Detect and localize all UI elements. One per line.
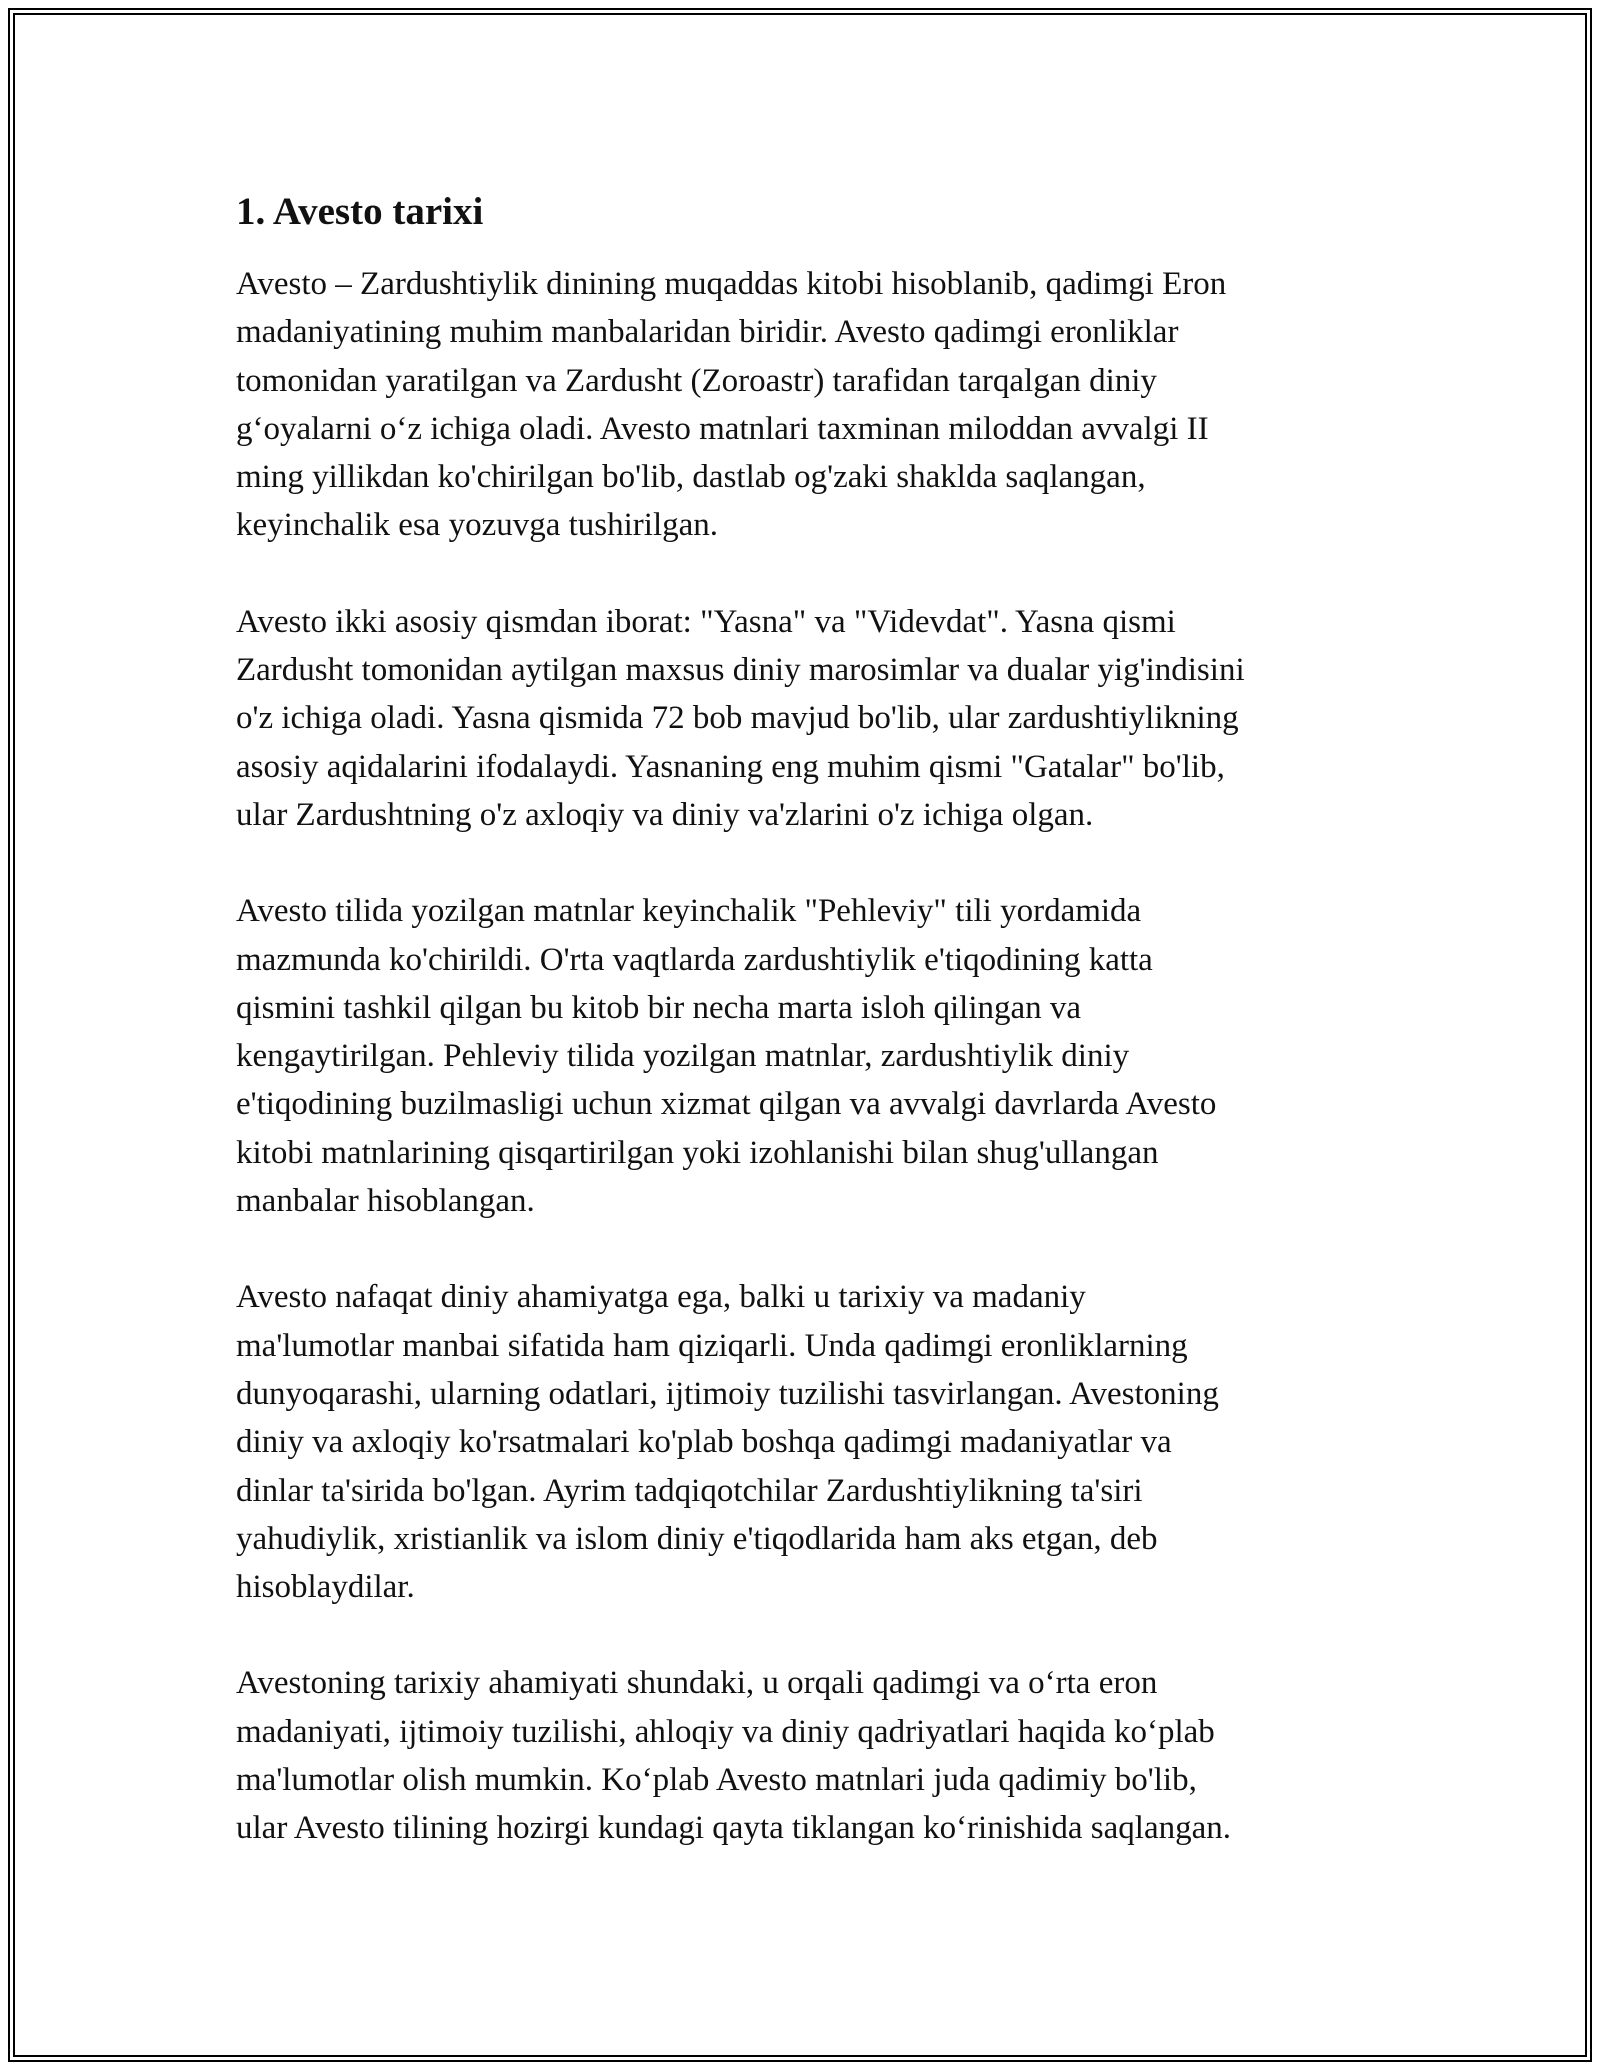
paragraph-1: Avesto – Zardushtiylik dinining muqaddas kitobi hisoblanib, qadimgi Eron madaniyatining muhim manbalaridan biridir. Avesto qadimgi eronliklar tomonidan yaratilgan va Zardusht (Zoroastr) tarafidan tarqalgan diniy g‘oyalarni o‘z ichiga oladi. Avesto matnlari taxminan miloddan avvalgi II ming yillikdan ko'chirilgan bo'lib, dastlab og'zaki shaklda saqlangan, keyinchalik esa yozuvga tushirilgan. [236,266,1227,544]
paragraph-5: Avestoning tarixiy ahamiyati shundaki, u orqali qadimgi va o‘rta eron madaniyati, ijtimoiy tuzilishi, ahloqiy va diniy qadriyatlari haqida ko‘plab ma'lumotlar olish mumkin. Ko‘plab Avesto matnlari juda qadimiy bo'lib, ular Avesto tilining hozirgi kundagi qayta tiklangan ko‘rinishida saqlangan. [236,1665,1231,1847]
paragraph-2: Avesto ikki asosiy qismdan iborat: "Yasna" va "Videvdat". Yasna qismi Zardusht tomonidan aytilgan maxsus diniy marosimlar va dualar yig'indisini o'z ichiga oladi. Yasna qismida 72 bob mavjud bo'lib, ular zardushtiylikning asosiy aqidalarini ifodalaydi. Yasnaning eng muhim qismi "Gatalar" bo'lib, ular Zardushtning o'z axloqiy va diniy va'zlarini o'z ichiga olgan. [236,603,1245,833]
paragraph-4: Avesto nafaqat diniy ahamiyatga ega, balki u tarixiy va madaniy ma'lumotlar manbai sifatida ham qiziqarli. Unda qadimgi eronliklarning dunyoqarashi, ularning odatlari, ijtimoiy tuzilishi tasvirlangan. Avestoning diniy va axloqiy ko'rsatmalari ko'plab boshqa qadimgi madaniyatlar va dinlar ta'sirida bo'lgan. Ayrim tadqiqotchilar Zardushtiylikning ta'siri yahudiylik, xristianlik va islom diniy e'tiqodlarida ham aks etgan, deb hisoblaydilar. [236,1279,1219,1606]
paragraph-3: Avesto tilida yozilgan matnlar keyinchalik "Pehleviy" tili yordamida mazmunda ko'chirildi. O'rta vaqtlarda zardushtiylik e'tiqodining katta qismini tashkil qilgan bu kitob bir necha marta isloh qilingan va kengaytirilgan. Pehleviy tilida yozilgan matnlar, zardushtiylik diniy e'tiqodining buzilmasligi uchun xizmat qilgan va avvalgi davrlarda Avesto kitobi matnlarining qisqartirilgan yoki izohlanishi bilan shug'ullangan manbalar hisoblangan. [236,893,1217,1220]
document-body [236,184,1366,1901]
section-title: 1. Avesto tarixi [236,190,484,233]
